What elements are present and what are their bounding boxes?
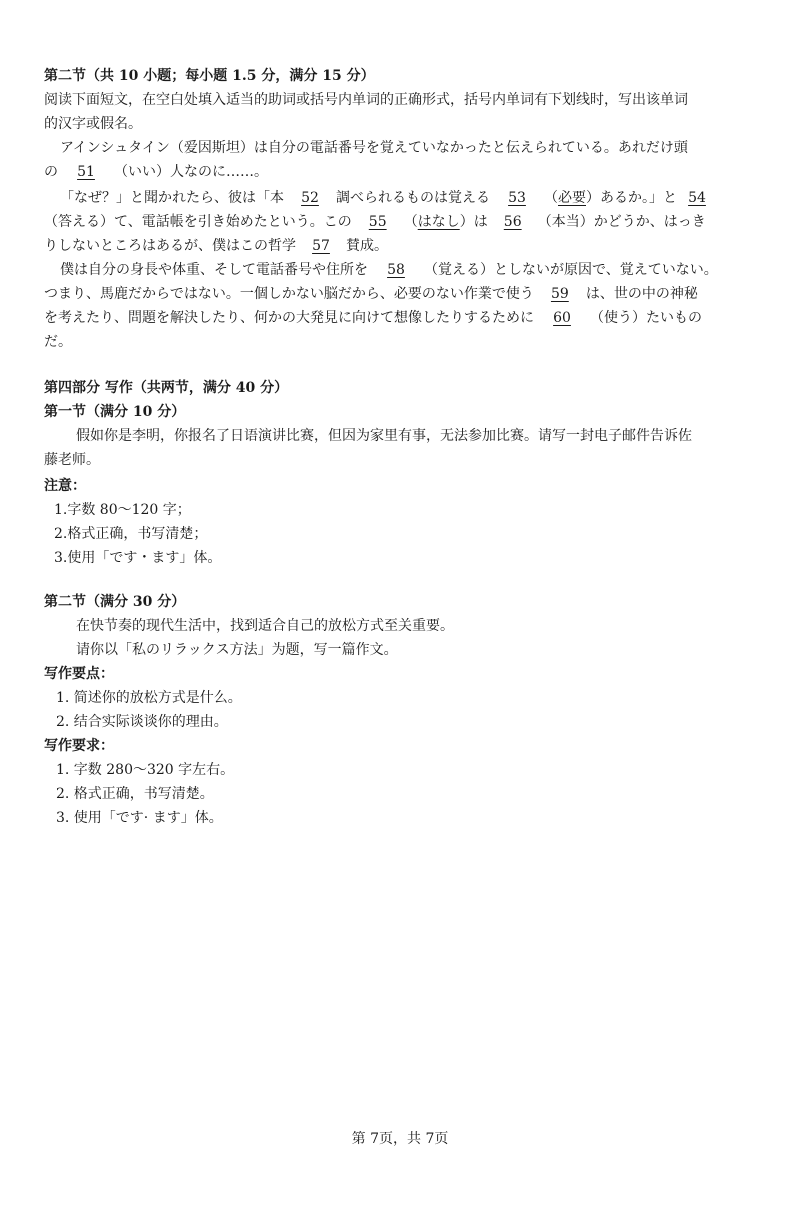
passage-line: （答える）て、電話帳を引き始めたという。この 55 （はなし）は 56 （本当）かどうか、はっき bbox=[44, 214, 706, 230]
requirement-item: 3. 使用「です· ます」体。 bbox=[56, 810, 223, 826]
passage-line: つまり、馬鹿だからではない。一個しかない脳だから、必要のない作業で使う 59 は、世の中の神秘 bbox=[44, 286, 698, 302]
passage-line: を考えたり、問題を解決したり、何かの大発見に向けて想像したりするために 60 （使う）たいもの bbox=[44, 310, 702, 326]
page-number: 第 7页，共 7页 bbox=[351, 1131, 449, 1147]
section-heading: 第二节（共 10 小题；每小题 1.5 分，满分 15 分） bbox=[44, 68, 375, 84]
blank-54: 54 bbox=[688, 190, 706, 206]
blank-53: 53 bbox=[508, 190, 526, 206]
notice-heading: 注意： bbox=[44, 478, 86, 494]
points-heading: 写作要点： bbox=[44, 666, 114, 682]
passage-line: 「なぜ？」と聞かれたら、彼は「本 52 調べられるものは覚える 53 （必要）あるか。」と 54 bbox=[60, 188, 717, 208]
prompt-line: 请你以「私のリラックス方法」为题，写一篇作文。 bbox=[76, 642, 398, 658]
prompt-line: 藤老师。 bbox=[44, 452, 100, 468]
blank-55: 55 bbox=[368, 214, 387, 230]
blank-52: 52 bbox=[301, 190, 319, 206]
requirement-item: 1. 字数 280～320 字左右。 bbox=[56, 762, 235, 778]
passage-line: の 51 （いい）人なのに……。 bbox=[44, 164, 268, 180]
section-heading: 第二节（满分 30 分） bbox=[44, 594, 186, 610]
underlined-word: はなし bbox=[417, 214, 460, 230]
requirements-heading: 写作要求： bbox=[44, 738, 114, 754]
point-item: 2. 结合实际谈谈你的理由。 bbox=[56, 714, 228, 730]
notice-item: 3.使用「です・ます」体。 bbox=[54, 550, 222, 566]
blank-57: 57 bbox=[312, 238, 330, 254]
instruction-line: 阅读下面短文，在空白处填入适当的助词或括号内单词的正确形式，括号内单词有下划线时，写出该单词 bbox=[44, 92, 688, 108]
passage-line: りしないところはあるが、僕はこの哲学 57 賛成。 bbox=[44, 238, 388, 254]
blank-59: 59 bbox=[550, 286, 569, 302]
passage-line: 僕は自分の身長や体重、そして電話番号や住所を 58 （覚える）としないが原因で、覚えていない。 bbox=[60, 262, 718, 278]
passage-line: アインシュタイン（爱因斯坦）は自分の電話番号を覚えていなかったと伝えられている。あれだけ頭 bbox=[60, 140, 688, 156]
instruction-line: 的汉字或假名。 bbox=[44, 116, 142, 132]
part-heading: 第四部分 写作（共两节，满分 40 分） bbox=[44, 380, 289, 396]
blank-56: 56 bbox=[503, 214, 522, 230]
blank-58: 58 bbox=[387, 262, 405, 278]
underlined-word: 必要 bbox=[558, 190, 586, 206]
prompt-line: 在快节奏的现代生活中，找到适合自己的放松方式至关重要。 bbox=[76, 618, 454, 634]
point-item: 1. 简述你的放松方式是什么。 bbox=[56, 690, 242, 706]
requirement-item: 2. 格式正确，书写清楚。 bbox=[56, 786, 214, 802]
blank-60: 60 bbox=[553, 310, 571, 326]
prompt-line: 假如你是李明，你报名了日语演讲比赛，但因为家里有事，无法参加比赛。请写一封电子邮件告诉佐 bbox=[76, 428, 692, 444]
passage-line: だ。 bbox=[44, 334, 72, 350]
blank-51: 51 bbox=[77, 164, 95, 180]
section-heading: 第一节（满分 10 分） bbox=[44, 404, 186, 420]
notice-item: 2.格式正确，书写清楚； bbox=[54, 526, 208, 542]
notice-item: 1.字数 80～120 字； bbox=[54, 502, 191, 518]
